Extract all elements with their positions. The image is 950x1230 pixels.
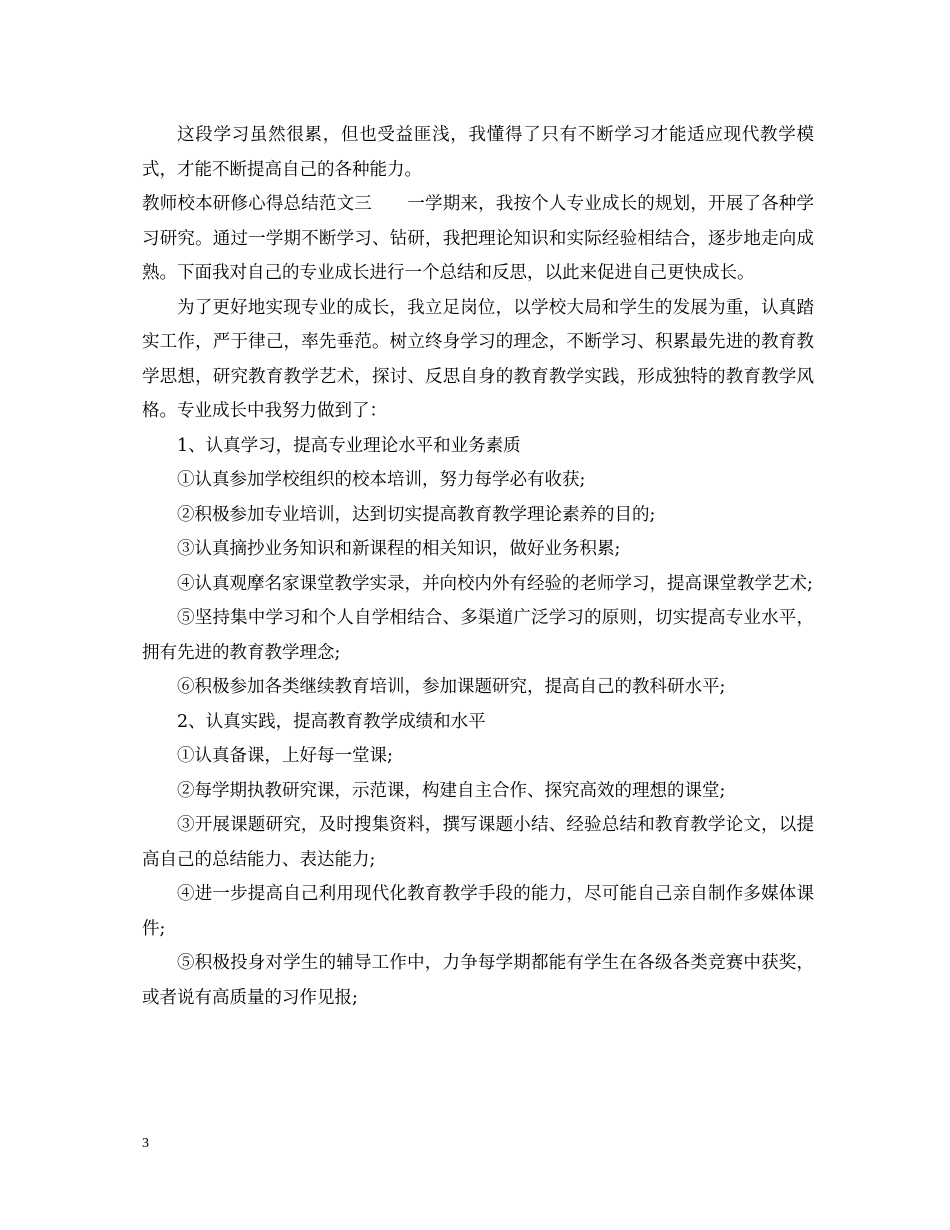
- paragraph: 教师校本研修心得总结范文三 一学期来，我按个人专业成长的规划，开展了各种学习研究。通过一学期不断学习、钻研，我把理论知识和实际经验相结合，逐步地走向成熟。下面我对自己的专业成长进行一个总结和反思，以此来促进自己更快成长。: [142, 194, 814, 283]
- document-body: [142, 118, 814, 1015]
- list-item: ③认真摘抄业务知识和新课程的相关知识，做好业务积累;: [177, 539, 621, 559]
- section-heading: 1、认真学习，提高专业理论水平和业务素质: [177, 435, 521, 456]
- list-item: ②每学期执教研究课，示范课，构建自主合作、探究高效的理想的课堂;: [177, 780, 726, 801]
- section-heading: 2、认真实践，提高教育教学成绩和水平: [177, 711, 486, 732]
- list-item: ①认真参加学校组织的校本培训，努力每学必有收获;: [177, 470, 586, 490]
- list-item: ⑥积极参加各类继续教育培训，参加课题研究，提高自己的教科研水平;: [177, 677, 726, 697]
- paragraph: 这段学习虽然很累，但也受益匪浅，我懂得了只有不断学习才能适应现代教学模式，才能不断提高自己的各种能力。: [142, 125, 814, 180]
- list-item: ①认真备课，上好每一堂课;: [177, 746, 393, 766]
- list-item: ②积极参加专业培训，达到切实提高教育教学理论素养的目的;: [177, 504, 656, 525]
- list-item: ⑤坚持集中学习和个人自学相结合、多渠道广泛学习的原则，切实提高专业水平，拥有先进的教育教学理念;: [142, 608, 814, 663]
- list-item: ④进一步提高自己利用现代化教育教学手段的能力，尽可能自己亲自制作多媒体课件;: [142, 884, 814, 939]
- paragraph: 为了更好地实现专业的成长，我立足岗位，以学校大局和学生的发展为重，认真踏实工作，严于律己，率先垂范。树立终身学习的理念，不断学习、积累最先进的教育教学思想，研究教育教学艺术，探讨、反思自身的教育教学实践，形成独特的教育教学风格。专业成长中我努力做到了：: [142, 297, 814, 421]
- list-item: ③开展课题研究，及时搜集资料，撰写课题小结、经验总结和教育教学论文，以提高自己的总结能力、表达能力;: [142, 815, 814, 870]
- list-item: ④认真观摩名家课堂教学实录，并向校内外有经验的老师学习，提高课堂教学艺术;: [177, 573, 813, 594]
- page-number: 3: [142, 1136, 149, 1151]
- list-item: ⑤积极投身对学生的辅导工作中，力争每学期都能有学生在各级各类竞赛中获奖，或者说有高质量的习作见报;: [142, 953, 814, 1008]
